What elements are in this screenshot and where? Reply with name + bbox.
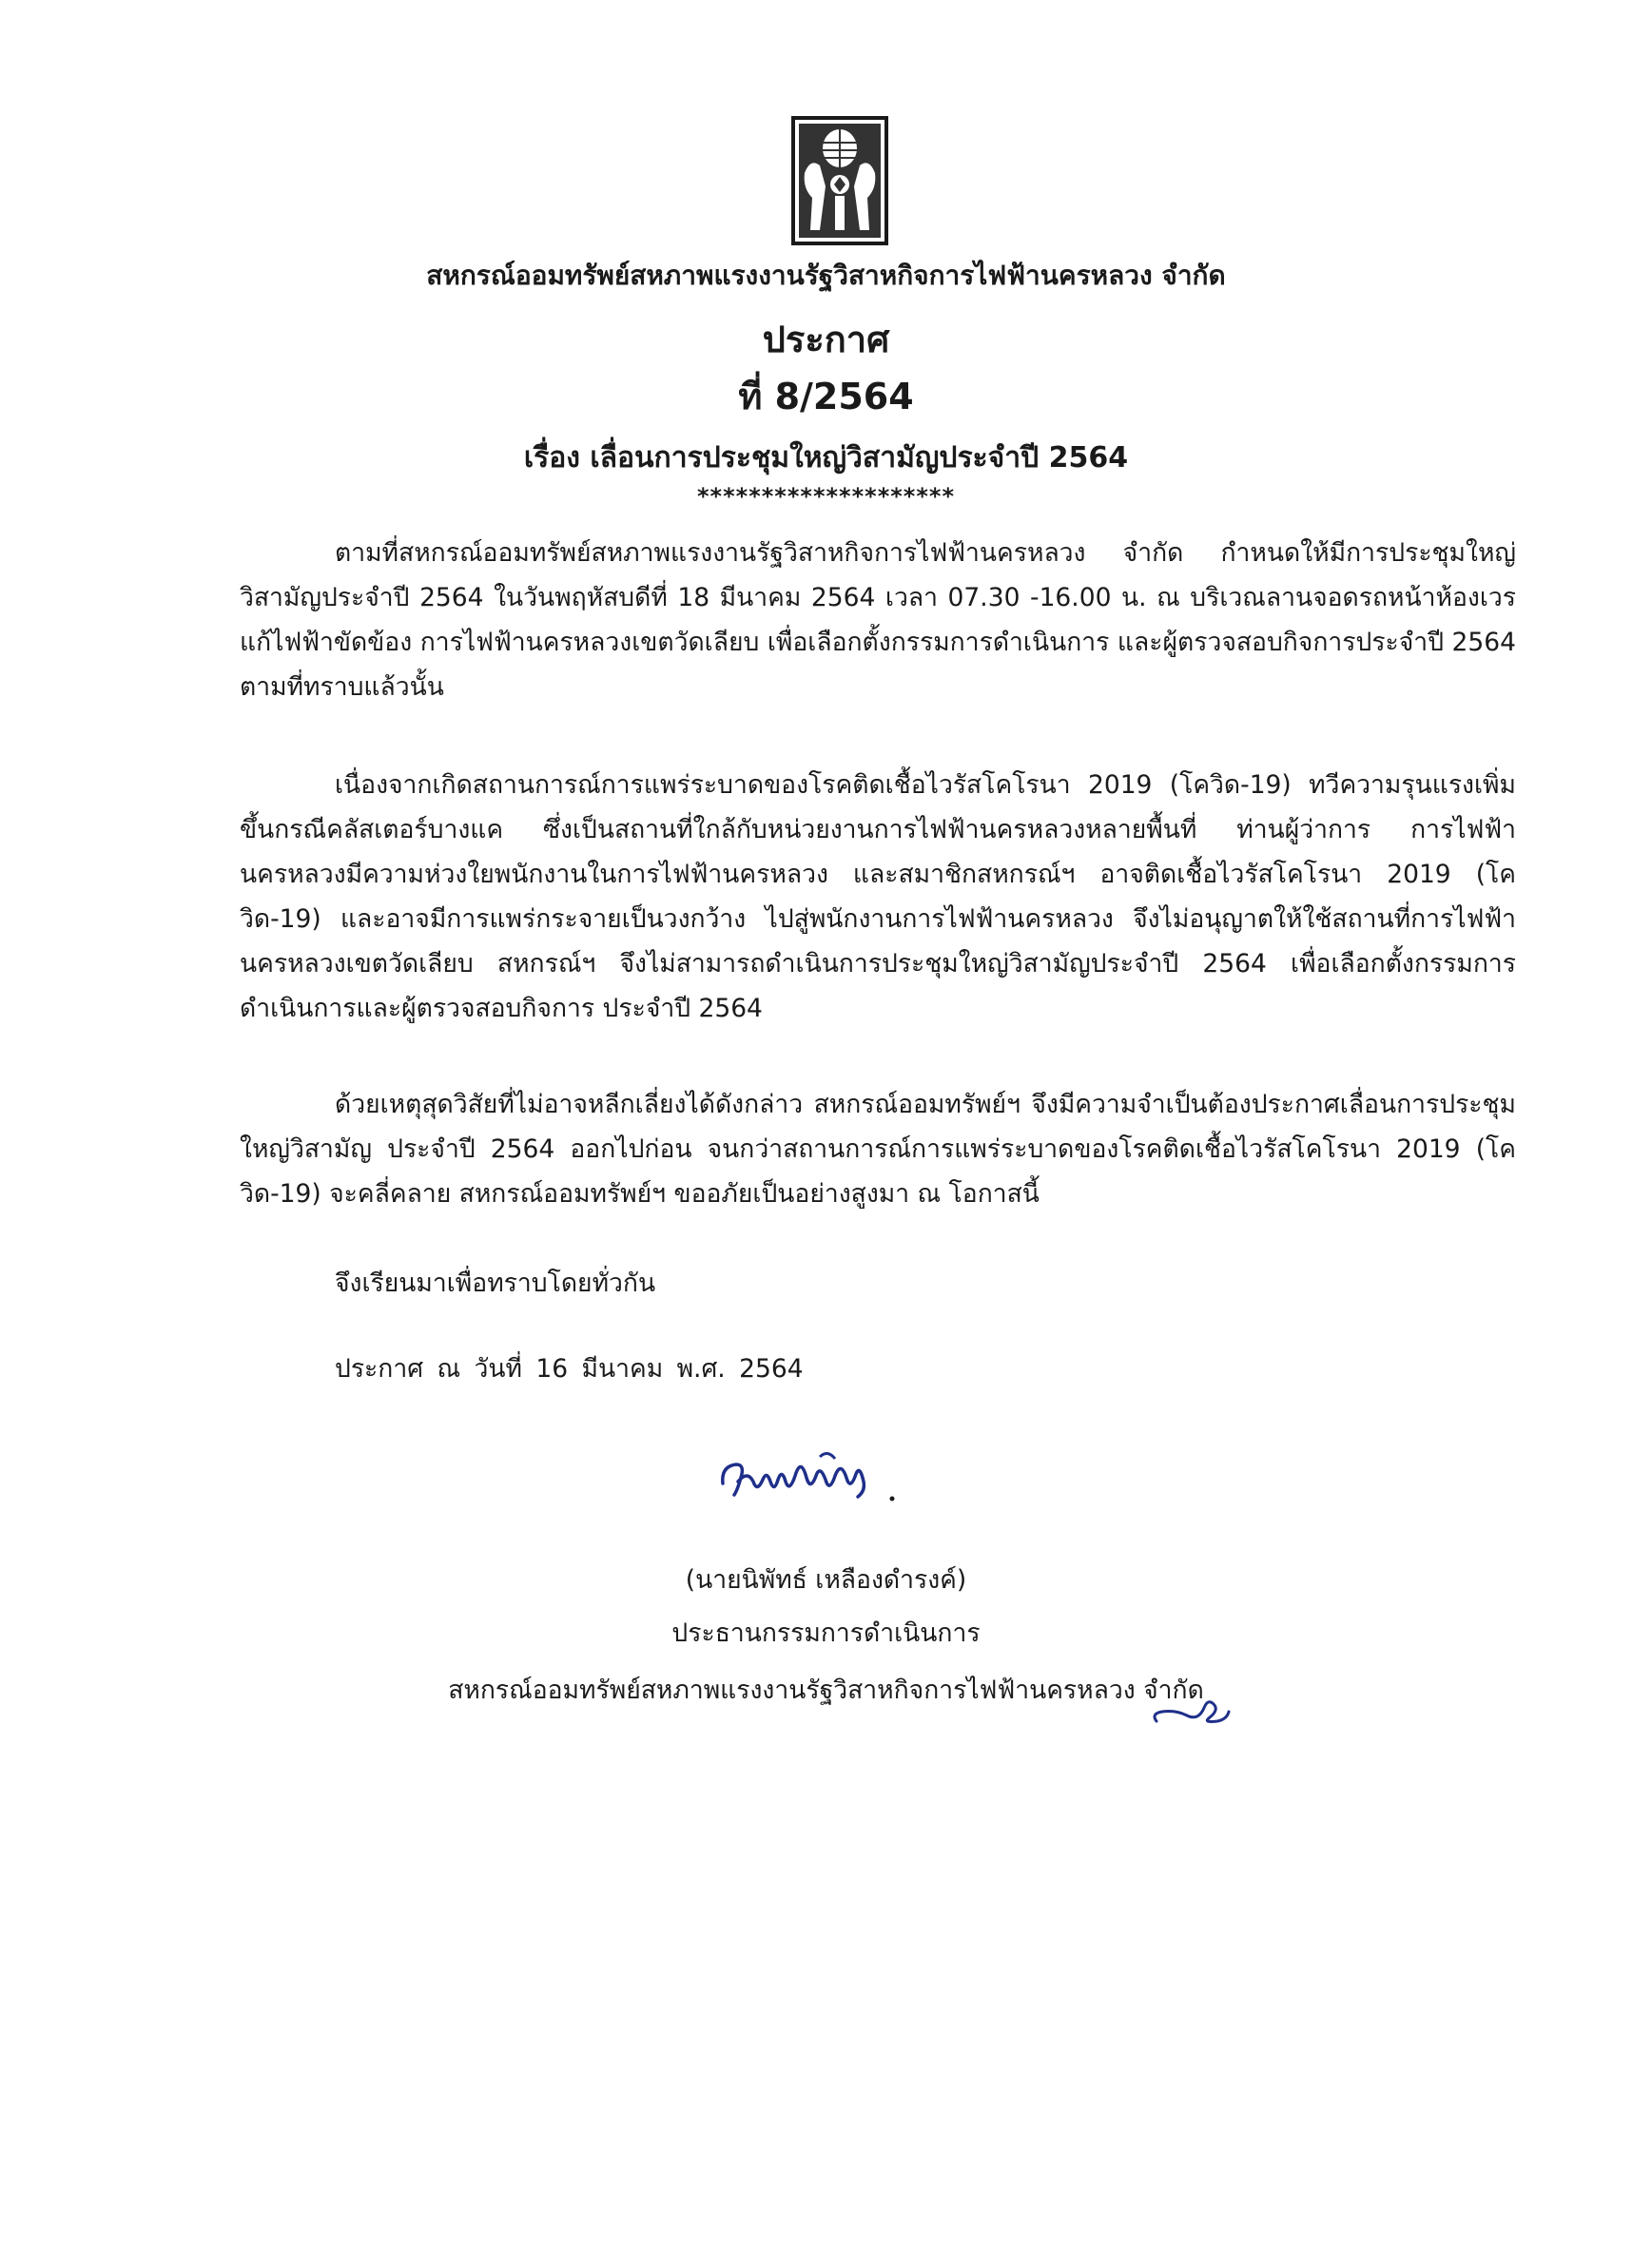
separator-line: ******************** (696, 483, 955, 510)
announcement-number: ที่ 8/2564 (738, 376, 914, 417)
body-paragraph: ด้วยเหตุสุดวิสัยที่ไม่อาจหลีกเลี่ยงได้ดังกล่าว สหกรณ์ออมทรัพย์ฯ จึงมีความจำเป็นต้องประกาศเลื่อนการประชุมใหญ่วิสามัญ ประจำปี 2564 ออกไปก่อน จนกว่าสถานการณ์การแพร่ระบาดของโรคติดเชื้อไวรัสโคโรนา 2019 (โควิด-19) จะคลี่คลาย สหกรณ์ออมทรัพย์ฯ ขออภัยเป็นอย่างสูงมา ณ โอกาสนี้ (240, 1090, 1516, 1209)
closing-statement: จึงเรียนมาเพื่อทราบโดยทั่วกัน (335, 1269, 656, 1298)
pen-flourish-icon (1147, 1676, 1233, 1733)
body-paragraph: เนื่องจากเกิดสถานการณ์การแพร่ระบาดของโรคติดเชื้อไวรัสโคโรนา 2019 (โควิด-19) ทวีความรุนแรงเพิ่มขึ้นกรณีคลัสเตอร์บางแค ซึ่งเป็นสถานที่ใกล้กับหน่วยงานการไฟฟ้านครหลวงหลายพื้นที่ ท่านผู้ว่าการ การไฟฟ้านครหลวงมีความห่วงใยพนักงานในการไฟฟ้านครหลวง และสมาชิกสหกรณ์ฯ อาจติดเชื้อไวรัสโคโรนา 2019 (โควิด-19) และอาจมีการแพร่กระจายเป็นวงกว้าง ไปสู่พนักงานการไฟฟ้านครหลวง จึงไม่อนุญาตให้ใช้สถานที่การไฟฟ้านครหลวงเขตวัดเลียบ สหกรณ์ฯ จึงไม่สามารถดำเนินการประชุมใหญ่วิสามัญประจำปี 2564 เพื่อเลือกตั้งกรรมการดำเนินการและผู้ตรวจสอบกิจการ ประจำปี 2564 (240, 770, 1516, 1023)
announcement-title: ประกาศ (762, 319, 890, 360)
signatory-position: ประธานกรรมการดำเนินการ (671, 1618, 981, 1648)
organization-title: สหกรณ์ออมทรัพย์สหภาพแรงงานรัฐวิสาหกิจการไฟฟ้านครหลวง จำกัด (426, 260, 1226, 291)
signatory-name: (นายนิพัทธ์ เหลืองดำรงค์) (685, 1565, 967, 1595)
announcement-date: ประกาศ ณ วันที่ 16 มีนาคม พ.ศ. 2564 (335, 1354, 804, 1384)
handwritten-signature-icon (715, 1444, 905, 1520)
body-paragraph: ตามที่สหกรณ์ออมทรัพย์สหภาพแรงงานรัฐวิสาหกิจการไฟฟ้านครหลวง จำกัด กำหนดให้มีการประชุมใหญ่วิสามัญประจำปี 2564 ในวันพฤหัสบดีที่ 18 มีนาคม 2564 เวลา 07.30 -16.00 น. ณ บริเวณลานจอดรถหน้าห้องเวรแก้ไฟฟ้าขัดข้อง การไฟฟ้านครหลวงเขตวัดเลียบ เพื่อเลือกตั้งกรรมการดำเนินการ และผู้ตรวจสอบกิจการประจำปี 2564 ตามที่ทราบแล้วนั้น (240, 538, 1516, 702)
announcement-subject: เรื่อง เลื่อนการประชุมใหญ่วิสามัญประจำปี 2564 (523, 441, 1129, 475)
cooperative-emblem-icon (791, 116, 888, 245)
signatory-organization: สหกรณ์ออมทรัพย์สหภาพแรงงานรัฐวิสาหกิจการไฟฟ้านครหลวง จำกัด (448, 1676, 1204, 1705)
